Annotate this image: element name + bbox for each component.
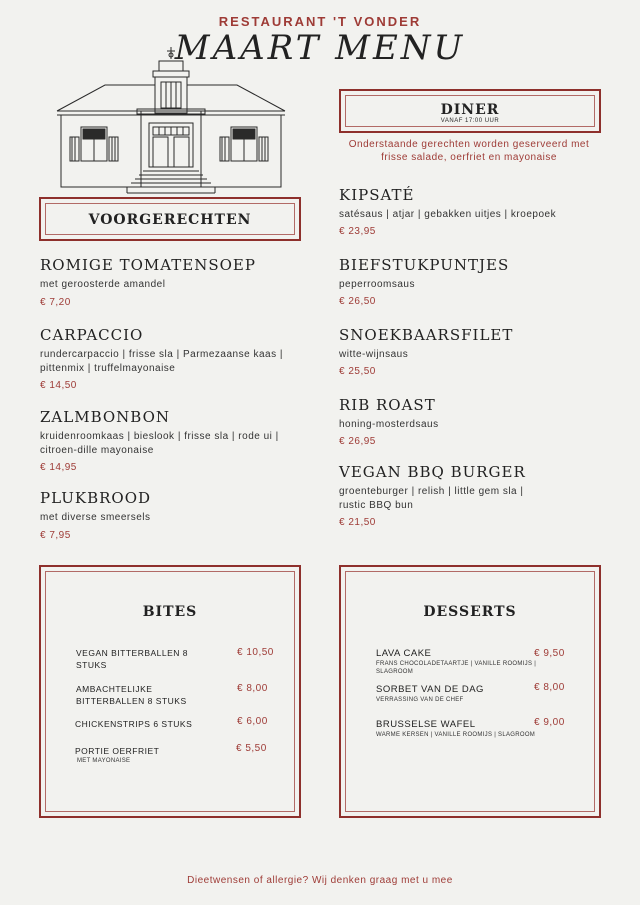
desserts-heading: DESSERTS [423, 604, 517, 620]
building-illustration [55, 45, 287, 195]
dessert-subtitle: WARME KERSEN | VANILLE ROOMIJS | SLAGROOM [376, 732, 536, 738]
bites-item [75, 745, 275, 765]
dish-name: RIB ROAST [339, 396, 436, 414]
dessert-item [376, 648, 576, 676]
dish-price: € 7,95 [40, 530, 71, 541]
dessert-price: € 8,00 [534, 682, 565, 693]
dish-price: € 14,95 [40, 462, 77, 473]
dish-name: KIPSATÉ [339, 186, 415, 204]
dessert-subtitle: VERRASSING VAN DE CHEF [376, 697, 464, 703]
dish-name: ZALMBONBON [40, 408, 171, 426]
bite-price: € 8,00 [237, 683, 268, 694]
bites-item [75, 718, 275, 730]
dish-item [339, 396, 601, 447]
restaurant-name: RESTAURANT 'T VONDER [218, 14, 422, 29]
allergy-note: Dieetwensen of allergie? Wij denken graag met u mee [187, 875, 453, 886]
dish-item [339, 326, 601, 377]
bites-heading: BITES [142, 604, 198, 620]
dessert-name: BRUSSELSE WAFEL [376, 719, 476, 730]
dessert-name: SORBET VAN DE DAG [376, 684, 484, 695]
voorgerechten-heading: VOORGERECHTEN [88, 212, 252, 228]
dish-price: € 25,50 [339, 366, 376, 377]
page-title: MAART MENU [174, 28, 466, 68]
dish-description: met diverse smeersels [40, 512, 151, 523]
dish-item [40, 408, 302, 473]
dish-description: peperroomsaus [339, 279, 415, 290]
dish-description: rundercarpaccio | frisse sla | Parmezaanse kaas | pittenmix | truffelmayonaise [40, 349, 283, 374]
dish-item [40, 256, 302, 308]
diner-heading: DINER [440, 102, 500, 118]
bite-subtitle: MET MAYONAISE [77, 758, 131, 764]
dish-name: CARPACCIO [40, 326, 144, 344]
dish-description: groenteburger | relish | little gem sla | rustic BBQ bun [339, 486, 524, 511]
dish-price: € 23,95 [339, 226, 376, 237]
dish-price: € 14,50 [40, 380, 77, 391]
bite-price: € 10,50 [237, 647, 274, 658]
voorgerechten-heading-box [39, 197, 301, 241]
dish-item [339, 463, 601, 528]
dish-description: met geroosterde amandel [40, 279, 166, 290]
dessert-price: € 9,50 [534, 648, 565, 659]
bite-name: AMBACHTELIJKE BITTERBALLEN 8 STUKS [76, 684, 187, 706]
dish-name: PLUKBROOD [40, 489, 152, 507]
bite-price: € 6,00 [237, 716, 268, 727]
dish-description: witte-wijnsaus [339, 349, 409, 360]
bite-name: PORTIE OERFRIET [75, 746, 160, 756]
bite-name: VEGAN BITTERBALLEN 8 STUKS [76, 648, 189, 670]
bites-item [76, 647, 276, 671]
dish-price: € 26,50 [339, 296, 376, 307]
dish-item [339, 256, 601, 307]
diner-heading-box [339, 89, 601, 133]
dish-name: ROMIGE TOMATENSOEP [40, 256, 256, 274]
dessert-price: € 9,00 [534, 717, 565, 728]
dessert-name: LAVA CAKE [376, 648, 432, 659]
dish-description: kruidenroomkaas | bieslook | frisse sla | rode ui | citroen-dille mayonaise [40, 431, 279, 456]
dessert-subtitle: FRANS CHOCOLADETAARTJE | VANILLE ROOMIJS | SLAGROOM [376, 661, 537, 675]
dish-item [339, 186, 601, 237]
dish-price: € 7,20 [40, 297, 71, 308]
diner-note: Onderstaande gerechten worden geserveerd met frisse salade, oerfriet en mayonaise [348, 139, 590, 163]
dish-description: honing-mosterdsaus [339, 419, 439, 430]
dessert-item [376, 684, 576, 704]
dish-price: € 21,50 [339, 517, 376, 528]
dessert-item [376, 719, 576, 739]
dish-item [40, 489, 302, 541]
desserts-box [339, 565, 601, 818]
bite-name: CHICKENSTRIPS 6 STUKS [75, 719, 193, 729]
bite-price: € 5,50 [236, 743, 267, 754]
dish-description: satésaus | atjar | gebakken uitjes | kroepoek [339, 209, 557, 220]
bites-box [39, 565, 301, 818]
dish-name: VEGAN BBQ BURGER [339, 463, 526, 481]
dish-name: SNOEKBAARSFILET [339, 326, 514, 344]
dish-item [40, 326, 302, 391]
bites-item [76, 683, 276, 707]
diner-subheading: VANAF 17:00 UUR [440, 118, 500, 124]
dish-name: BIEFSTUKPUNTJES [339, 256, 510, 274]
dish-price: € 26,95 [339, 436, 376, 447]
